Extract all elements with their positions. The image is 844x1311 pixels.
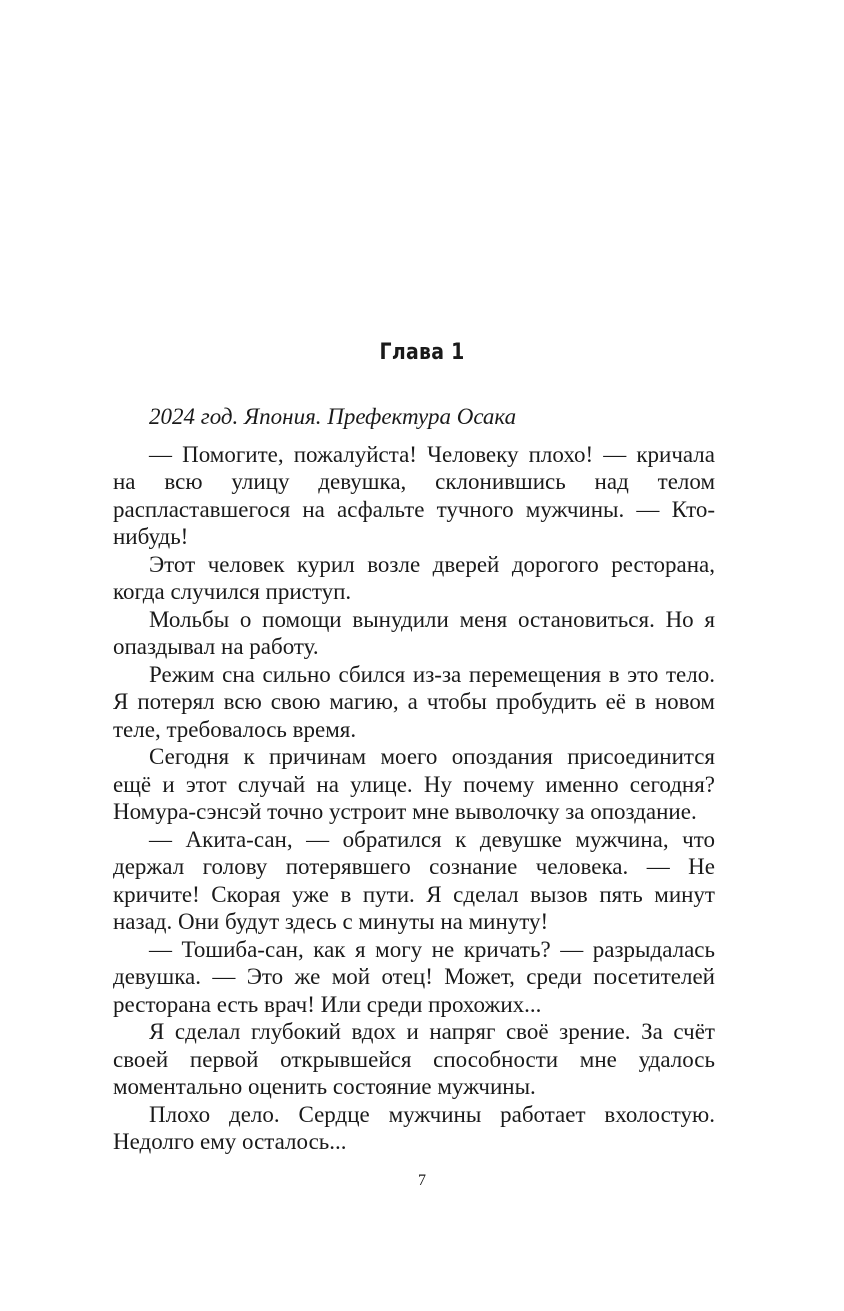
- paragraph: Я сделал глубокий вдох и напряг своё зрение. За счёт своей первой открывшейся способности мне удалось моментально оценить состояние мужчины.: [113, 1019, 715, 1099]
- page-number: 7: [418, 1172, 426, 1189]
- paragraph: Мольбы о помощи вынудили меня остановиться. Но я опаздывал на работу.: [113, 606, 715, 659]
- paragraph: — Помогите, пожалуйста! Человеку плохо! — кричала на всю улицу девушка, склонившись над телом распластавшегося на асфальте тучного мужчины. — Кто-нибудь!: [113, 441, 715, 549]
- paragraph: Сегодня к причинам моего опоздания присоединится ещё и этот случай на улице. Ну почему именно сегодня? Номура-сэнсэй точно устроит мне выволочку за опоздание.: [113, 744, 715, 824]
- chapter-title: Глава 1: [379, 340, 465, 365]
- paragraph: Режим сна сильно сбился из-за перемещения в это тело. Я потерял всю свою магию, а чтобы пробудить её в новом теле, требовалось время.: [113, 661, 715, 742]
- epigraph: 2024 год. Япония. Префектура Осака: [149, 404, 517, 429]
- paragraph: — Акита-сан, — обратился к девушке мужчина, что держал голову потерявшего сознание человека. — Не кричите! Скорая уже в пути. Я сделал вызов пять минут назад. Они будут здесь с минуты на минуту!: [113, 826, 715, 934]
- paragraph: — Тошиба-сан, как я могу не кричать? — разрыдалась девушка. — Это же мой отец! Может, среди посетителей ресторана есть врач! Или среди прохожих...: [113, 936, 715, 1017]
- chapter-body: [113, 403, 715, 1156]
- paragraph: Плохо дело. Сердце мужчины работает вхолостую. Недолго ему осталось...: [113, 1101, 715, 1154]
- paragraph: Этот человек курил возле дверей дорогого ресторана, когда случился приступ.: [113, 551, 715, 604]
